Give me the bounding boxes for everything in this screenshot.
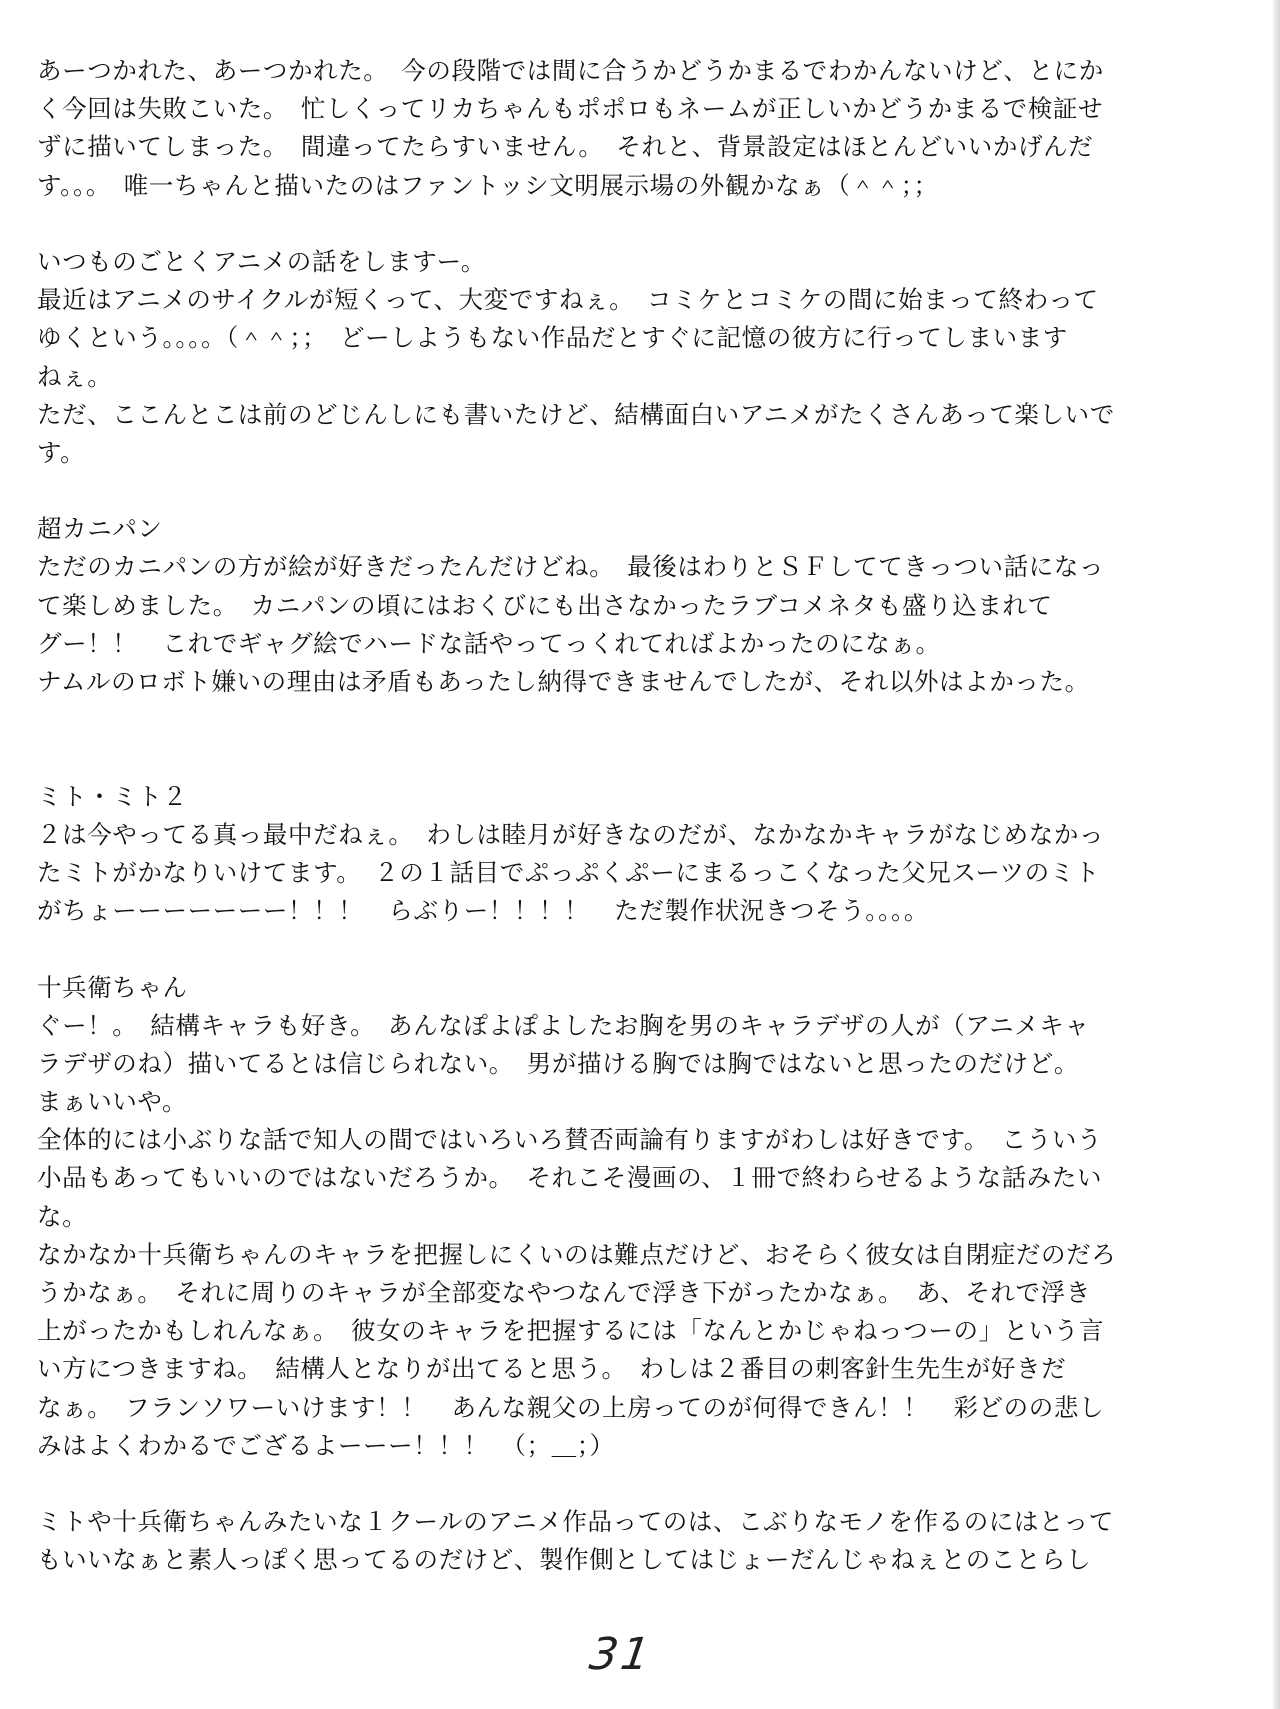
text-line: ゆくという。。。。（＾＾；； どーしようもない作品だとすぐに記憶の彼方に行ってしまいます [37, 323, 1068, 353]
text-line: ラデザのね）描いてるとは信じられない。 男が描ける胸では胸ではないと思ったのだけど。 [37, 1048, 1079, 1078]
text-line: がちょーーーーーーー！！！ らぶりー！！！！ ただ製作状況きつそう。。。。 [37, 896, 929, 926]
text-line: ミトや十兵衛ちゃんみたいな１クールのアニメ作品ってのは、こぶりなモノを作るのにはとって [37, 1507, 1114, 1537]
text-line: なぁ。 フランソワーいけます！！ あんな親父の上房ってのが何得できん！！ 彩どのの悲し [37, 1392, 1105, 1422]
text-line: うかなぁ。 それに周りのキャラが全部変なやつなんで浮き下がったかなぁ。 あ、それで浮き [37, 1278, 1091, 1308]
text-line: す。 [37, 437, 86, 467]
paragraph-gap [37, 205, 1217, 243]
text-line: あーつかれた、あーつかれた。 今の段階では間に合うかどうかまるでわかんないけど、とにか [37, 56, 1104, 85]
text-line: く今回は失敗こいた。 忙しくってリカちゃんもポポロもネームが正しいかどうかまるで検証せ [37, 94, 1104, 124]
text-line: い方につきますね。 結構人となりが出てると思う。 わしは２番目の刺客針生先生が好きだ [37, 1354, 1067, 1384]
page-number: 31 [586, 1629, 656, 1680]
section-mitomito [37, 778, 1217, 931]
text-line: なかなか十兵衛ちゃんのキャラを把握しにくいのは難点だけど、おそらく彼女は自閉症だのだろ [37, 1239, 1117, 1269]
text-line: ただのカニパンの方が絵が好きだったんだけどね。 最後はわりとＳＦしててきっつい話になっ [37, 552, 1105, 582]
section-kanipan [37, 510, 1217, 701]
paragraph-gap [37, 930, 1217, 968]
text-line: みはよくわかるでござるよーーー！！！ （；＿；） [37, 1430, 615, 1460]
text-line: ナムルのロボト嫌いの理由は矛盾もあったし納得できませんでしたが、それ以外はよかった。 [37, 667, 1090, 696]
paragraph-gap [37, 701, 1217, 777]
text-line: す。。。 唯一ちゃんと描いたのはファントッシ文明展示場の外観かなぁ（＾＾；； [37, 170, 939, 200]
text-line: ぐー！。 結構キャラも好き。 あんなぽよぽよしたお胸を男のキャラデザの人が（アニメキャ [37, 1010, 1090, 1040]
text-line: ねぇ。 [37, 361, 113, 391]
text-line: 最近はアニメのサイクルが短くって、大変ですねぇ。 コミケとコミケの間に始まって終わって [37, 285, 1099, 315]
intro-paragraph [37, 52, 1217, 205]
text-line: 全体的には小ぶりな話で知人の間ではいろいろ賛否両論有りますがわしは好きです。 こういう [37, 1125, 1103, 1155]
text-line: もいいなぁと素人っぽく思ってるのだけど、製作側としてはじょーだんじゃねぇとのことらし [37, 1545, 1092, 1575]
text-line: たミトがかなりいけてます。 ２の１話目でぷっぷくぷーにまるっこくなった父兄スーツのミト [37, 857, 1100, 887]
text-line: ２は今やってる真っ最中だねぇ。 わしは睦月が好きなのだが、なかなかキャラがなじめなかっ [37, 819, 1105, 849]
closing-paragraph [37, 1503, 1217, 1579]
text-line: 上がったかもしれんなぁ。 彼女のキャラを把握するには「なんとかじゃねっつーの」という言 [37, 1316, 1105, 1346]
text-line: な。 [37, 1201, 88, 1231]
text-line: て楽しめました。 カニパンの頃にはおくびにも出さなかったラブコメネタも盛り込まれて [37, 590, 1053, 620]
anime-intro-paragraph [37, 243, 1217, 472]
section-title: ミト・ミト２ [37, 781, 188, 811]
text-line: ずに描いてしまった。 間違ってたらすいません。 それと、背景設定はほとんどいいかげんだ [37, 132, 1094, 162]
binding-edge [1273, 0, 1280, 1709]
section-title: 超カニパン [37, 514, 163, 544]
text-line: いつものごとくアニメの話をしますー。 [37, 246, 486, 276]
section-jubei [37, 969, 1217, 1465]
paragraph-gap [37, 1465, 1217, 1503]
paragraph-gap [37, 472, 1217, 510]
text-line: まぁいいや。 [37, 1087, 188, 1117]
text-line: 小品もあってもいいのではないだろうか。 それこそ漫画の、１冊で終わらせるような話みたい [37, 1163, 1103, 1193]
section-title: 十兵衛ちゃん [37, 972, 188, 1002]
text-line: ただ、ここんとこは前のどじんしにも書いたけど、結構面白いアニメがたくさんあって楽しいで [37, 399, 1115, 429]
text-line: グー！！ これでギャグ絵でハードな話やってっくれてればよかったのになぁ。 [37, 628, 941, 658]
text-body [37, 52, 1217, 1580]
